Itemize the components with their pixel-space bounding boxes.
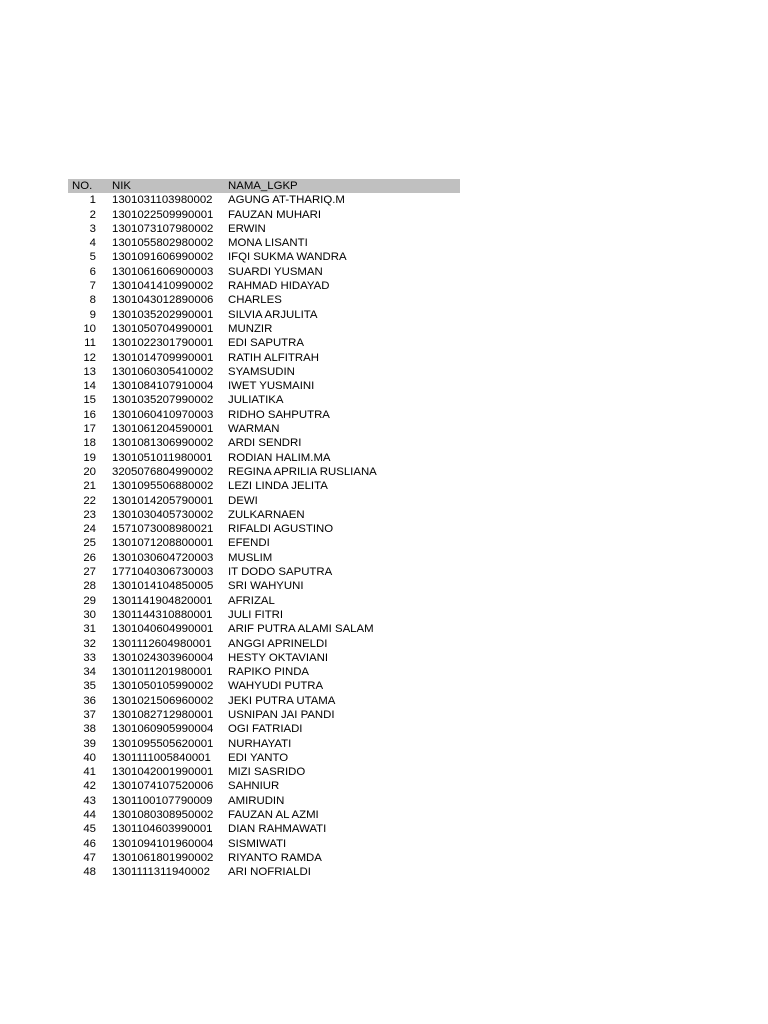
row-nik: 1301041410990002	[112, 280, 214, 293]
row-nama: FAUZAN AL AZMI	[228, 809, 319, 822]
table-row	[68, 379, 460, 393]
table-row	[68, 451, 460, 465]
row-nik: 1301060305410002	[112, 365, 214, 378]
row-no: 23	[83, 508, 96, 521]
row-no: 22	[83, 494, 96, 507]
table-row	[68, 536, 460, 550]
row-nik: 1301061204590001	[112, 423, 214, 436]
table-row	[68, 479, 460, 493]
row-nik: 1301060410970003	[112, 408, 214, 421]
row-no: 31	[83, 623, 96, 636]
row-nama: ERWIN	[228, 222, 266, 235]
row-nik: 1301091606990002	[112, 251, 214, 264]
row-nik: 1301071208800001	[112, 537, 214, 550]
row-nama: MUNZIR	[228, 322, 273, 335]
row-nik: 1301031103980002	[112, 194, 213, 207]
row-nik: 1301061801990002	[112, 851, 214, 864]
row-nik: 1301035202990001	[112, 308, 214, 321]
table-row	[68, 637, 460, 651]
row-nik: 1301024303960004	[112, 651, 214, 664]
row-nama: WARMAN	[228, 423, 280, 436]
data-table	[68, 179, 460, 880]
row-no: 13	[83, 365, 96, 378]
row-nik: 1301073107980002	[112, 222, 214, 235]
header-no: NO.	[72, 180, 93, 192]
table-row	[68, 193, 460, 207]
table-row	[68, 508, 460, 522]
row-nama: DIAN RAHMAWATI	[228, 823, 327, 836]
row-nik: 1301074107520006	[112, 780, 214, 793]
row-nama: SISMIWATI	[228, 837, 287, 850]
table-row	[68, 694, 460, 708]
table-row	[68, 779, 460, 793]
header-nik: NIK	[112, 180, 131, 192]
row-nik: 1301050105990002	[112, 680, 214, 693]
row-no: 26	[83, 551, 96, 564]
table-row	[68, 794, 460, 808]
table-row	[68, 250, 460, 264]
table-row	[68, 408, 460, 422]
row-no: 36	[83, 694, 96, 707]
row-nama: RAPIKO PINDA	[228, 666, 310, 679]
row-no: 9	[89, 308, 96, 321]
row-nik: 1301141904820001	[112, 594, 213, 607]
row-no: 44	[83, 809, 96, 822]
table-row	[68, 822, 460, 836]
row-no: 20	[83, 465, 96, 478]
row-nik: 1301014104850005	[112, 580, 214, 593]
row-nik: 1301014205790001	[112, 494, 214, 507]
row-no: 45	[83, 823, 96, 836]
row-no: 5	[89, 251, 96, 264]
row-no: 39	[83, 737, 96, 750]
table-row	[68, 565, 460, 579]
row-nik: 1301051011980001	[112, 451, 213, 464]
table-header-row	[68, 179, 460, 193]
row-nama: CHARLES	[228, 294, 282, 307]
row-nama: NURHAYATI	[228, 737, 292, 750]
row-no: 1	[89, 194, 96, 207]
row-no: 42	[83, 780, 96, 793]
table-row	[68, 522, 460, 536]
row-nik: 1301030604720003	[112, 551, 214, 564]
table-row	[68, 579, 460, 593]
table-row	[68, 336, 460, 350]
row-nik: 1301022301790001	[112, 337, 214, 350]
row-nama: IT DODO SAPUTRA	[228, 566, 333, 579]
row-nama: JEKI PUTRA UTAMA	[228, 694, 336, 707]
table-row	[68, 551, 460, 565]
row-nik: 1301035207990002	[112, 394, 214, 407]
row-nik: 1301094101960004	[112, 837, 214, 850]
row-nik: 1301055802980002	[112, 237, 214, 250]
row-no: 11	[84, 337, 96, 350]
row-nik: 1301081306990002	[112, 437, 214, 450]
row-nama: FAUZAN MUHARI	[228, 208, 322, 221]
table-row	[68, 765, 460, 779]
row-nama: RIFALDI AGUSTINO	[228, 523, 334, 536]
row-no: 43	[83, 794, 96, 807]
row-nama: SYAMSUDIN	[228, 365, 295, 378]
row-nik: 1301042001990001	[112, 766, 214, 779]
row-no: 21	[83, 480, 96, 493]
table-row	[68, 622, 460, 636]
row-nama: LEZI LINDA JELITA	[228, 480, 328, 493]
row-no: 27	[83, 566, 96, 579]
table-row	[68, 737, 460, 751]
table-row	[68, 594, 460, 608]
row-no: 6	[89, 265, 96, 278]
table-row	[68, 851, 460, 865]
row-nama: ANGGI APRINELDI	[228, 637, 328, 650]
row-nama: RAHMAD HIDAYAD	[228, 280, 330, 293]
table-row	[68, 465, 460, 479]
row-nama: RODIAN HALIM.MA	[228, 451, 331, 464]
row-no: 40	[83, 751, 96, 764]
row-nama: RIYANTO RAMDA	[228, 851, 322, 864]
table-row	[68, 293, 460, 307]
table-row	[68, 751, 460, 765]
row-no: 28	[83, 580, 96, 593]
row-nama: SILVIA ARJULITA	[228, 308, 318, 321]
row-nama: OGI FATRIADI	[228, 723, 303, 736]
row-nik: 1301050704990001	[112, 322, 214, 335]
row-no: 16	[83, 408, 96, 421]
table-row	[68, 422, 460, 436]
row-no: 7	[89, 280, 96, 293]
table-row	[68, 679, 460, 693]
table-body	[68, 193, 460, 879]
header-nama-lgkp: NAMA_LGKP	[228, 180, 298, 192]
row-nama: HESTY OKTAVIANI	[228, 651, 329, 664]
row-nama: IWET YUSMAINI	[228, 380, 315, 393]
row-nik: 1301095505620001	[112, 737, 214, 750]
row-no: 47	[83, 851, 96, 864]
table-row	[68, 608, 460, 622]
row-nik: 1301061606900003	[112, 265, 214, 278]
row-no: 25	[83, 537, 96, 550]
row-nik: 1301100107790009	[112, 794, 213, 807]
row-nik: 1301104603990001	[112, 823, 213, 836]
row-no: 3	[89, 222, 96, 235]
row-nik: 1301060905990004	[112, 723, 214, 736]
table-row	[68, 265, 460, 279]
row-nik: 1301040604990001	[112, 623, 214, 636]
row-nama: ZULKARNAEN	[228, 508, 305, 521]
table-row	[68, 865, 460, 879]
row-no: 8	[89, 294, 96, 307]
row-nama: MUSLIM	[228, 551, 273, 564]
row-nik: 3205076804990002	[112, 465, 214, 478]
row-nama: SAHNIUR	[228, 780, 280, 793]
row-nama: AFRIZAL	[228, 594, 275, 607]
table-row	[68, 393, 460, 407]
table-row	[68, 722, 460, 736]
table-row	[68, 365, 460, 379]
row-nama: JULI FITRI	[228, 608, 284, 621]
table-row	[68, 665, 460, 679]
row-no: 34	[83, 666, 96, 679]
row-no: 4	[89, 237, 96, 250]
row-no: 37	[83, 708, 96, 721]
table-row	[68, 208, 460, 222]
row-nama: SRI WAHYUNI	[228, 580, 304, 593]
row-nama: EDI SAPUTRA	[228, 337, 304, 350]
row-no: 19	[83, 451, 96, 464]
row-nik: 1301011201980001	[112, 666, 213, 679]
row-nik: 1301144310880001	[112, 608, 213, 621]
table-row	[68, 351, 460, 365]
table-row	[68, 651, 460, 665]
row-nama: EFENDI	[228, 537, 270, 550]
row-nik: 1301095506880002	[112, 480, 214, 493]
row-nama: DEWI	[228, 494, 258, 507]
row-nama: ARIF PUTRA ALAMI SALAM	[228, 623, 374, 636]
row-no: 15	[83, 394, 96, 407]
table-row	[68, 436, 460, 450]
table-row	[68, 837, 460, 851]
row-no: 48	[83, 866, 96, 879]
row-no: 38	[83, 723, 96, 736]
row-nama: REGINA APRILIA RUSLIANA	[228, 465, 377, 478]
row-nama: USNIPAN JAI PANDI	[228, 708, 335, 721]
row-no: 14	[83, 380, 96, 393]
row-nama: EDI YANTO	[228, 751, 289, 764]
row-nik: 1301084107910004	[112, 380, 214, 393]
row-no: 17	[83, 423, 96, 436]
row-nama: AMIRUDIN	[228, 794, 285, 807]
row-no: 35	[83, 680, 96, 693]
row-nama: RATIH ALFITRAH	[228, 351, 319, 364]
row-nik: 1301112604980001	[112, 637, 212, 650]
table-row	[68, 222, 460, 236]
row-nik: 1301111005840001	[112, 751, 211, 764]
row-nama: SUARDI YUSMAN	[228, 265, 323, 278]
row-nik: 1571073008980021	[112, 523, 214, 536]
row-no: 12	[83, 351, 96, 364]
row-nama: MONA LISANTI	[228, 237, 308, 250]
table-row	[68, 494, 460, 508]
row-nama: ARI NOFRIALDI	[228, 866, 311, 879]
row-nik: 1301082712980001	[112, 708, 214, 721]
row-nik: 1301014709990001	[112, 351, 214, 364]
row-nik: 1301080308950002	[112, 809, 214, 822]
row-no: 41	[83, 766, 96, 779]
row-nik: 1301030405730002	[112, 508, 214, 521]
row-nama: WAHYUDI PUTRA	[228, 680, 324, 693]
table-row	[68, 708, 460, 722]
row-no: 29	[83, 594, 96, 607]
row-nik: 1301022509990001	[112, 208, 214, 221]
row-nama: RIDHO SAHPUTRA	[228, 408, 330, 421]
row-nik: 1301021506960002	[112, 694, 214, 707]
row-no: 24	[83, 523, 96, 536]
row-nik: 1301111311940002	[112, 866, 210, 879]
row-no: 33	[83, 651, 96, 664]
table-row	[68, 322, 460, 336]
row-nama: IFQI SUKMA WANDRA	[228, 251, 347, 264]
row-nik: 1301043012890006	[112, 294, 214, 307]
row-nik: 1771040306730003	[112, 566, 214, 579]
row-nama: JULIATIKA	[228, 394, 284, 407]
row-no: 46	[83, 837, 96, 850]
table-row	[68, 808, 460, 822]
table-row	[68, 236, 460, 250]
row-no: 18	[83, 437, 96, 450]
row-no: 10	[83, 322, 96, 335]
row-no: 2	[89, 208, 96, 221]
table-row	[68, 308, 460, 322]
table-row	[68, 279, 460, 293]
row-nama: AGUNG AT-THARIQ.M	[228, 194, 345, 207]
row-nama: ARDI SENDRI	[228, 437, 302, 450]
row-no: 30	[83, 608, 96, 621]
row-no: 32	[83, 637, 96, 650]
row-nama: MIZI SASRIDO	[228, 766, 306, 779]
